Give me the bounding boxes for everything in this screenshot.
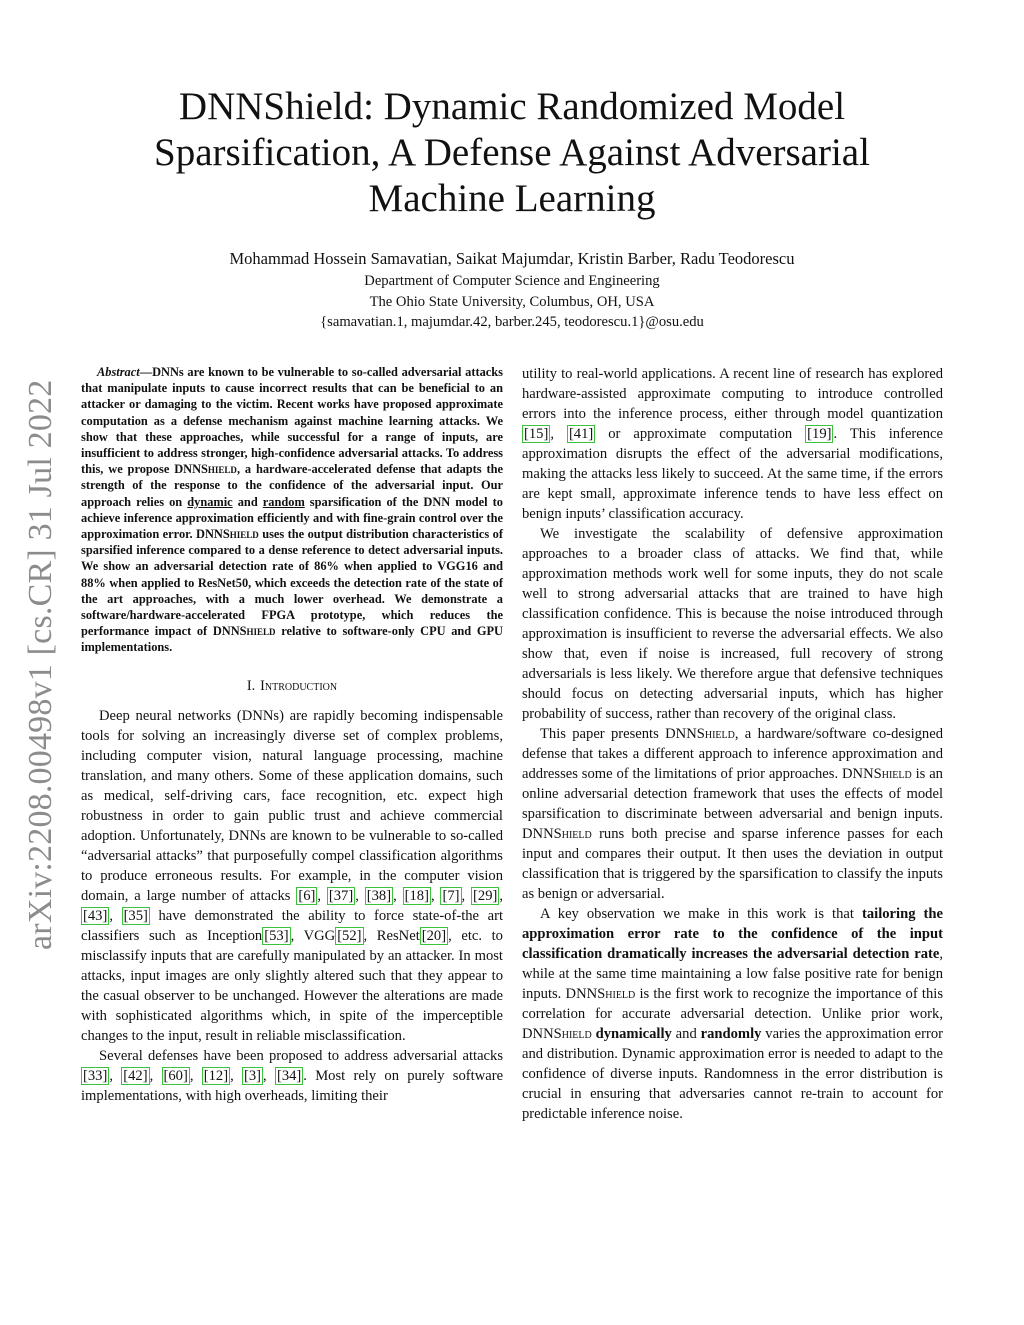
- citation-link[interactable]: [41]: [568, 426, 594, 442]
- abstract-text: relative to software-only CPU and GPU implementations.: [81, 624, 503, 655]
- abstract-keyword-random: random: [262, 494, 305, 509]
- paragraph-text: , ResNet: [363, 927, 420, 944]
- section-title: Introduction: [260, 677, 338, 694]
- separator: ,: [393, 887, 403, 904]
- emphasis: dynamically: [595, 1026, 672, 1042]
- citation-link[interactable]: [53]: [264, 927, 289, 944]
- citation-link[interactable]: [34]: [276, 1067, 302, 1084]
- paragraph: [522, 364, 943, 524]
- paragraph-text: utility to real-world applications. A recent line of research has explored hardware-assisted approximate computing to introduce controlled errors into the inference process, either through model quantization: [522, 366, 943, 422]
- system-name: DNNShield: [841, 766, 912, 782]
- paragraph: [81, 706, 503, 1046]
- paper-title: DNNShield: Dynamic Randomized Model Sparsification, A Defense Against Adversarial Machine Learning: [154, 85, 870, 220]
- section-number: I.: [246, 677, 256, 694]
- university: The Ohio State University, Columbus, OH, USA: [369, 293, 655, 310]
- citation-link[interactable]: [15]: [524, 426, 549, 442]
- paragraph-text: and: [671, 1026, 701, 1042]
- author-emails: {samavatian.1, majumdar.42, barber.245, teodorescu.1}@osu.edu: [320, 314, 704, 330]
- left-column: [81, 364, 503, 1106]
- separator: ,: [109, 907, 122, 924]
- citation-link[interactable]: [18]: [404, 887, 429, 904]
- paragraph-text: is the first work to recognize the importance of this correlation for accurate adversarial detection. Unlike prior work,: [522, 986, 943, 1022]
- system-name: DNNShield: [522, 1026, 592, 1042]
- separator: ,: [499, 887, 504, 904]
- paragraph-text: . Most rely on purely software implementations, with high overheads, limiting their: [81, 1067, 504, 1104]
- paragraph-text: A key observation we make in this work is that: [540, 906, 862, 922]
- citation-link[interactable]: [3]: [244, 1067, 262, 1084]
- paragraph-text: or approximate computation: [595, 426, 806, 442]
- citation-link[interactable]: [37]: [328, 887, 354, 904]
- citation-link[interactable]: [42]: [123, 1067, 148, 1084]
- separator: ,: [355, 887, 365, 904]
- author-list: Mohammad Hossein Samavatian, Saikat Majumdar, Kristin Barber, Radu Teodorescu: [229, 249, 795, 268]
- abstract-text: DNNs are known to be vulnerable to so-called adversarial attacks that manipulate inputs to cause incorrect results that can be beneficial to an attacker or damaging to the victim. Recent works have proposed approximate computation as a defense mechanism against machine learning attacks. We show that these approaches, while successful for a range of inputs, are insufficient to address stronger, high-confidence adversarial attacks. To address this, we propose: [81, 365, 503, 477]
- paragraph-text: , VGG: [290, 927, 336, 944]
- paragraph-text: is an online adversarial detection framework that uses the effects of model sparsification to discriminate between adversarial and benign inputs.: [522, 766, 943, 822]
- citation-link[interactable]: [60]: [163, 1067, 188, 1084]
- arxiv-identifier-stamp: arXiv:2208.00498v1 [cs.CR] 31 Jul 2022: [22, 379, 59, 950]
- abstract-text: sparsification of the DNN model to achieve inference approximation efficiently and with fine-grain control over the approximation error.: [81, 494, 503, 542]
- right-column: [522, 364, 943, 1124]
- paragraph-text: . This inference approximation disrupts the effect of the adversarial modifications, making the attacks less likely to succeed. At the same time, if the errors are kept small, approximate inference tends to have less effect on benign inputs’ classification accuracy.: [522, 426, 944, 522]
- separator: ,: [230, 1067, 242, 1084]
- citation-link[interactable]: [7]: [442, 887, 460, 904]
- citation-link[interactable]: [52]: [337, 927, 362, 944]
- separator: ,: [263, 1067, 275, 1084]
- citation-link[interactable]: [29]: [473, 887, 498, 904]
- paragraph-text: Several defenses have been proposed to address adversarial attacks: [99, 1047, 503, 1064]
- separator: ,: [550, 426, 567, 442]
- department: Department of Computer Science and Engineering: [364, 273, 660, 289]
- system-name: DNNShield: [522, 826, 592, 842]
- abstract-label: Abstract: [97, 365, 140, 379]
- system-name: DNNShield: [212, 624, 276, 639]
- separator: ,: [189, 1067, 202, 1084]
- separator: ,: [317, 887, 327, 904]
- separator: ,: [149, 1067, 162, 1084]
- paragraph-text: , etc. to misclassify inputs that are carefully manipulated by an attacker. In most attacks, input images are only slightly altered such that they appear to the casual observer to be unchanged. However the alterations are made with sophisticated algorithms which, in spite of the imperceptible changes to the input, result in reliable misclassification.: [81, 927, 503, 1044]
- abstract-text: uses the output distribution characteristics of sparsified inference compared to a dense reference to detect adversarial inputs. We show an adversarial detection rate of 86% when applied to VGG16 and 88% when applied to ResNet50, which exceeds the detection rate of the state of the art approaches, with a much lower overhead. We demonstrate a software/hardware-accelerated FPGA prototype, which reduces the performance impact of: [81, 527, 503, 639]
- system-name: DNNShield: [665, 726, 735, 742]
- abstract-text: , a hardware-accelerated defense that adapts the strength of the response to the confidence of the adversarial input. Our approach relies on: [81, 462, 503, 509]
- abstract: [81, 364, 503, 656]
- abstract-dash: —: [139, 365, 153, 379]
- paragraph-text: , a hardware/software co-designed defense that takes a different approach to inference approximation and addresses some of the limitations of prior approaches.: [522, 726, 943, 782]
- citation-link[interactable]: [35]: [123, 907, 148, 924]
- citation-link[interactable]: [43]: [83, 907, 108, 924]
- citation-link[interactable]: [12]: [203, 1067, 229, 1084]
- separator: ,: [430, 887, 441, 904]
- paragraph-text: This paper presents: [540, 726, 666, 742]
- system-name: DNNShield: [174, 462, 237, 477]
- paragraph: [522, 724, 943, 904]
- paragraph-text: runs both precise and sparse inference passes for each input and compares their output. It then uses the deviation in output classification that is triggered by the sparsification to classify the inputs as benign or adversarial.: [522, 826, 943, 902]
- paragraph: [81, 1046, 503, 1106]
- emphasis: tailoring the approximation error rate to the confidence of the input classification dramatically increases the adversarial detection rate: [522, 906, 943, 962]
- paragraph-text: varies the approximation error and distribution. Dynamic approximation error is needed to adapt to the confidence of diverse inputs. Randomness in the error distribution is crucial in ensuring that adversaries cannot re-train to account for predictable inference noise.: [522, 1026, 943, 1122]
- system-name: DNNShield: [565, 986, 636, 1002]
- emphasis: randomly: [700, 1026, 762, 1042]
- separator: ,: [109, 1067, 122, 1084]
- abstract-keyword-dynamic: dynamic: [187, 494, 233, 509]
- citation-link[interactable]: [19]: [807, 426, 832, 442]
- system-name: DNNShield: [196, 527, 259, 542]
- abstract-text: and: [232, 494, 263, 509]
- citation-link[interactable]: [33]: [83, 1067, 108, 1084]
- affiliation-block: [100, 271, 924, 333]
- section-heading-introduction: [81, 676, 503, 696]
- paragraph-text: Deep neural networks (DNNs) are rapidly becoming indispensable tools for solving an increasingly diverse set of complex problems, including computer vision, natural language processing, machine translation, and many others. Some of these application domains, such as medical, self-driving cars, face recognition, etc. expect high robustness in order to gain public trust and achieve commercial adoption. Unfortunately, DNNs are known to be vulnerable to so-called “adversarial attacks” that purposefully compel classification algorithms to produce erroneous results. For example, in the computer vision domain, a large number of attacks: [81, 707, 503, 904]
- paragraph: We investigate the scalability of defensive approximation approaches to a broader class of attacks. We find that, while approximation methods work well for some inputs, they do not scale well to strong adversarial attacks that are trained to have high classification confidence. This is because the noise introduced through approximation is insufficient to reverse the adversarial effects. We also show that, even if noise is increased, full recovery of strong adversarials is less likely. We therefore argue that defensive techniques should focus on detecting adversarial inputs, which has higher probability of success, rather than recovery of the original class.: [522, 526, 943, 722]
- citation-link[interactable]: [38]: [366, 887, 392, 904]
- citation-link[interactable]: [20]: [421, 927, 447, 944]
- paragraph: [522, 904, 943, 1124]
- paragraph-text: , while at the same time maintaining a low false positive rate for benign inputs.: [522, 946, 943, 1002]
- paragraph-text: have demonstrated the ability to force state-of-the art classifiers such as Inception: [81, 907, 504, 944]
- separator: ,: [461, 887, 472, 904]
- citation-link[interactable]: [6]: [298, 887, 316, 904]
